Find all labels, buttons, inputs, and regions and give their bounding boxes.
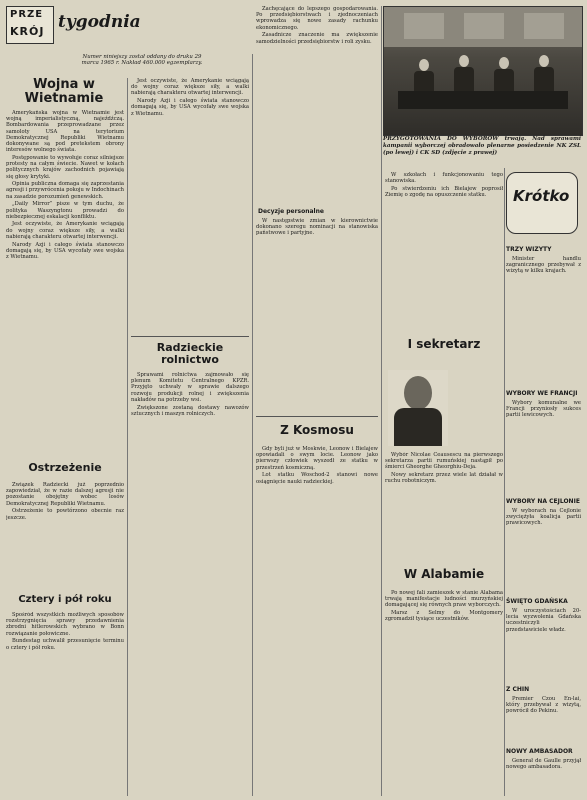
czteryipol-body [6, 612, 124, 796]
wojna-title: Wojna w Wietnamie [24, 77, 104, 106]
alabama-body [385, 590, 503, 796]
czteryipol-p2: Bundestag uchwalił przesunięcie terminu o cztery i pół roku. [6, 638, 124, 651]
chin-body [506, 696, 581, 742]
logo-line1: PRZE [10, 9, 44, 20]
ostrzezenie-body [6, 482, 124, 588]
wojna-p3: Opinia publiczna domaga się zaprzestania agresji i przywrócenia pokoju w Indochinach na zasadzie porozumień genewskich. [6, 181, 124, 200]
kosmos-p1: Gdy byli już w Moskwie, Leonow i Bielajew opowiadali o swym locie. Leonow jako pierwszy człowiek wyszedł ze statku w przestrzeń kosmiczną. [256, 446, 378, 471]
decyzje-p1: W następstwie zmian w kierownictwie dokonano szeregu nominacji na stanowiska państwowe i partyjne. [256, 218, 378, 237]
middle-top-body [256, 6, 378, 200]
krotko-label: Krótko [513, 187, 570, 205]
chin-p1: Premier Czou En-lai, który przebywał z wizytą, powrócił do Pekinu. [506, 696, 581, 715]
wybory-francji-title: WYBORY WE FRANCJI [506, 390, 578, 397]
ambasador-title: NOWY AMBASADOR [506, 748, 573, 755]
radzieckie-title: Radzieckie rolnictwo [156, 341, 224, 366]
wybory-cejlonie-p1: W wyborach na Cejlonie zwyciężyła koalicja partii prawicowych. [506, 508, 581, 527]
sekretarz-p1: Wybór Nicolae Ceausescu na pierwszego sekretarza partii rumuńskiej nastąpił po śmierci Gheorghe Gheorghiu-Deja. [385, 452, 503, 471]
wojna-p1: Amerykańska wojna w Wietnamie jest wojną imperialistyczną, najeźdźczą. Bombardowania przeprowadzane przez samoloty USA na terytorium Demokratycznej Republiki Wietnamu dokonywane są pod pretekstem obrony interesów wolnego świata. [6, 110, 124, 154]
right-top-body [385, 172, 503, 332]
wojna-body [6, 110, 124, 455]
election-photo [383, 6, 583, 136]
alabama-title: W Alabamie [403, 567, 485, 581]
swieto-title: ŚWIĘTO GDAŃSKA [506, 598, 568, 605]
trzy-wizyty-title: TRZY WIZYTY [506, 246, 552, 253]
logo-line2: KRÓJ [10, 25, 45, 38]
kosmos-title: Z Kosmosu [280, 423, 354, 437]
right-top-p1: W szkołach i funkcjonowaniu tego stanowiska. [385, 172, 503, 185]
middle-top-p2: Zasadnicze znaczenie ma zwiększenie samodzielności przedsiębiorstw i roli zysku. [256, 32, 378, 45]
wojna-p4: „Daily Mirror” pisze w tym duchu, że polityka Waszyngtonu prowadzi do niebezpiecznej eskalacji konfliktu. [6, 201, 124, 220]
middle-top-p1: Zachęcające do lepszego gospodarowania. Po przedsiębiorstwach i zjednoczeniach wprowadza się nowe zasady rachunku ekonomicznego. [256, 6, 378, 31]
sekretarz-title: I sekretarz [407, 337, 481, 351]
sekretarz-body [385, 452, 503, 562]
col2-p2: Narody Azji i całego świata stanowczo domagają się, by USA wycofały swe wojska z Wietnamu. [131, 98, 249, 117]
radzieckie-p1: Sprawami rolnictwa zajmowało się plenum Komitetu Centralnego KPZR. Przyjęto uchwały w sprawie dalszego rozwoju produkcji rolnej i zwiększenia nakładów na potrzeby wsi. [131, 372, 249, 403]
wojna-p6: Narody Azji i całego świata stanowczo domagają się, by USA wycofały swe wojska z Wietnamu. [6, 241, 124, 260]
trzy-wizyty-p1: Minister handlu zagranicznego przebywał z wizytą w kilku krajach. [506, 256, 581, 275]
week-label: tygodnia [58, 12, 141, 32]
czteryipol-p1: Spośród wszystkich możliwych sposobów rozstrzygnięcia sprawy przedawnienia zbrodni hitlerowskich wybrano w Bonn rozwiązanie połowiczne. [6, 612, 124, 637]
krotko-badge [506, 172, 578, 234]
column-rule-1 [127, 78, 128, 796]
ostrzezenie-p1: Związek Radziecki już poprzednio zapowiedział, że w razie dalszej agresji nie pozostanie obojętny wobec losów Demokratycznej Republiki Wietnamu. [6, 482, 124, 507]
radzieckie-p2: Zwiększone zostaną dostawy nawozów sztucznych i maszyn rolniczych. [131, 404, 249, 417]
col2-p1: Jest oczywiste, że Amerykanie wciągają do wojny coraz większe siły, a walki nabierają charakteru otwartej interwencji. [131, 78, 249, 97]
masthead [6, 6, 206, 50]
wybory-francji-p1: Wybory komunalne we Francji przyniosły sukces partii lewicowych. [506, 400, 581, 419]
ostrzezenie-title: Ostrzeżenie [28, 461, 102, 474]
decyzje-body [256, 218, 378, 408]
photo-caption: PRZYGOTOWANIA DO WYBORÓW trwają. Nad sprawami kampanii wyborczej obradowało plenarne posiedzenie NK ZSL (po lewej) i CK SD (zdjęcie z prawej) [383, 136, 581, 156]
column-rule-3 [381, 6, 382, 796]
portrait-photo [388, 370, 448, 446]
issue-note: Numer niniejszy został oddany do druku 29 marca 1965 r. Nakład 460.000 egzemplarzy. [81, 54, 203, 67]
rule-radzieckie [131, 336, 249, 337]
alabama-p2: Marsz z Selmy do Montgomery zgromadził tysiące uczestników. [385, 610, 503, 623]
rule-kosmos [256, 416, 378, 417]
decyzje-title: Decyzje personalne [258, 208, 324, 215]
logo [6, 6, 54, 44]
kosmos-p2: Lot statku Woschod-2 stanowi nowe osiągnięcie nauki radzieckiej. [256, 472, 378, 485]
sekretarz-p2: Nowy sekretarz przez wiele lat działał w ruchu robotniczym. [385, 472, 503, 485]
radzieckie-body [131, 372, 249, 796]
column-rule-4 [504, 168, 505, 796]
wojna-p2: Postępowanie to wywołuje coraz silniejsze protesty na całym świecie. Nawet w kołach politycznych krajów zachodnich pojawiają się głosy krytyki. [6, 154, 124, 180]
column2-body [131, 78, 249, 334]
alabama-p1: Po nowej fali zamieszek w stanie Alabama trwają manifestacje ludności murzyńskiej domagającej się równych praw wyborczych. [385, 590, 503, 609]
chin-title: Z CHIN [506, 686, 530, 693]
column-rule-2 [252, 54, 253, 796]
kosmos-body [256, 446, 378, 796]
wybory-cejlonie-body [506, 508, 581, 592]
ambasador-body [506, 758, 581, 796]
right-top-p2: Po stwierdzeniu ich Bielajew poprosił Ziemię o zgodę na opuszczenie statku. [385, 185, 503, 199]
czteryipol-title: Cztery i pół roku [18, 594, 112, 605]
swieto-p1: W uroczystościach 20-lecia wyzwolenia Gdańska uczestniczyli przedstawiciele władz. [506, 608, 581, 633]
trzy-wizyty-body [506, 256, 581, 384]
ostrzezenie-p2: Ostrzeżenie to powtórzono obecnie raz jeszcze. [6, 508, 124, 521]
wojna-p5: Jest oczywiste, że Amerykanie wciągają do wojny coraz większe siły, a walki nabierają charakteru otwartej interwencji. [6, 221, 124, 240]
wybory-francji-body [506, 400, 581, 492]
wybory-cejlonie-title: WYBORY NA CEJLONIE [506, 498, 580, 505]
swieto-body [506, 608, 581, 680]
ambasador-p1: Generał de Gaulle przyjął nowego ambasadora. [506, 758, 581, 771]
